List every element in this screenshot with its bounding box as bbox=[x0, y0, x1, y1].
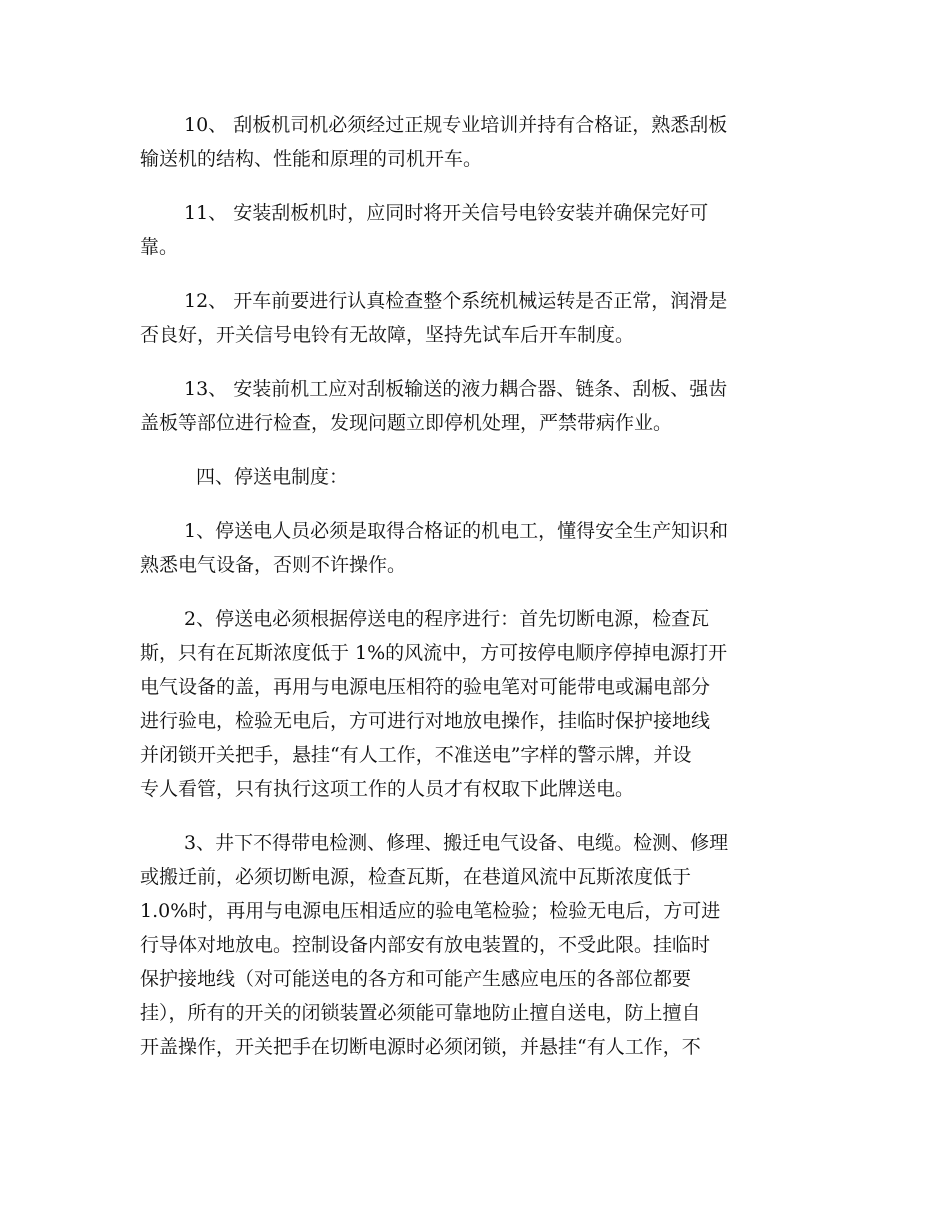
section-heading: 四、停送电制度： bbox=[196, 466, 349, 488]
section-paragraph-2 bbox=[140, 602, 808, 806]
paragraph-line: 12、 开车前要进行认真检查整个系统机械运转是否正常，润滑是 bbox=[184, 290, 728, 312]
paragraph-line: 专人看管，只有执行这项工作的人员才有权取下此牌送电。 bbox=[140, 778, 635, 800]
paragraph-item-11 bbox=[140, 196, 808, 264]
paragraph-line: 3、井下不得带电检测、修理、搬迁电气设备、电缆。检测、修理 bbox=[184, 832, 729, 854]
paragraph-line: 输送机的结构、性能和原理的司机开车。 bbox=[140, 148, 483, 170]
paragraph-line: 13、 安装前机工应对刮板输送的液力耦合器、链条、刮板、强齿 bbox=[184, 378, 728, 400]
paragraph-item-10 bbox=[140, 108, 808, 176]
paragraph-line: 挂），所有的开关的闭锁装置必须能可靠地防止擅自送电，防上擅自 bbox=[140, 1002, 701, 1024]
paragraph-line: 10、 刮板机司机必须经过正规专业培训并持有合格证，熟悉刮板 bbox=[184, 114, 728, 136]
section-paragraph-3 bbox=[140, 826, 808, 1064]
paragraph-line: 盖板等部位进行检查，发现问题立即停机处理，严禁带病作业。 bbox=[140, 412, 673, 434]
paragraph-line: 斯，只有在瓦斯浓度低于 1%的风流中，方可按停电顺序停掉电源打开 bbox=[140, 642, 728, 664]
paragraph-line: 1、停送电人员必须是取得合格证的机电工，懂得安全生产知识和 bbox=[184, 520, 729, 542]
paragraph-line: 靠。 bbox=[140, 236, 179, 258]
paragraph-line: 进行验电，检验无电后，方可进行对地放电操作，挂临时保护接地线 bbox=[140, 710, 711, 732]
paragraph-line: 2、停送电必须根据停送电的程序进行：首先切断电源，检查瓦 bbox=[184, 608, 710, 630]
paragraph-line: 保护接地线（对可能送电的各方和可能产生感应电压的各部位都要 bbox=[140, 968, 692, 990]
paragraph-line: 熟悉电气设备，否则不许操作。 bbox=[140, 554, 407, 576]
paragraph-line: 1.0%时，再用与电源电压相适应的验电笔检验；检验无电后，方可进 bbox=[140, 900, 721, 922]
paragraph-item-13 bbox=[140, 372, 808, 440]
paragraph-line: 电气设备的盖，再用与电源电压相符的验电笔对可能带电或漏电部分 bbox=[140, 676, 711, 698]
document-body bbox=[140, 108, 808, 1084]
paragraph-line: 开盖操作，开关把手在切断电源时必须闭锁，并悬挂“有人工作，不 bbox=[140, 1036, 701, 1058]
section-paragraph-1 bbox=[140, 514, 808, 582]
paragraph-item-12 bbox=[140, 284, 808, 352]
paragraph-line: 否良好，开关信号电铃有无故障，坚持先试车后开车制度。 bbox=[140, 324, 635, 346]
paragraph-line: 行导体对地放电。控制设备内部安有放电装置的，不受此限。挂临时 bbox=[140, 934, 711, 956]
paragraph-line: 并闭锁开关把手，悬挂“有人工作，不准送电”字样的警示牌，并设 bbox=[140, 744, 692, 766]
section-heading-block bbox=[140, 460, 808, 494]
paragraph-line: 11、 安装刮板机时，应同时将开关信号电铃安装并确保完好可 bbox=[184, 202, 709, 224]
paragraph-line: 或搬迁前，必须切断电源，检查瓦斯，在巷道风流中瓦斯浓度低于 bbox=[140, 866, 692, 888]
